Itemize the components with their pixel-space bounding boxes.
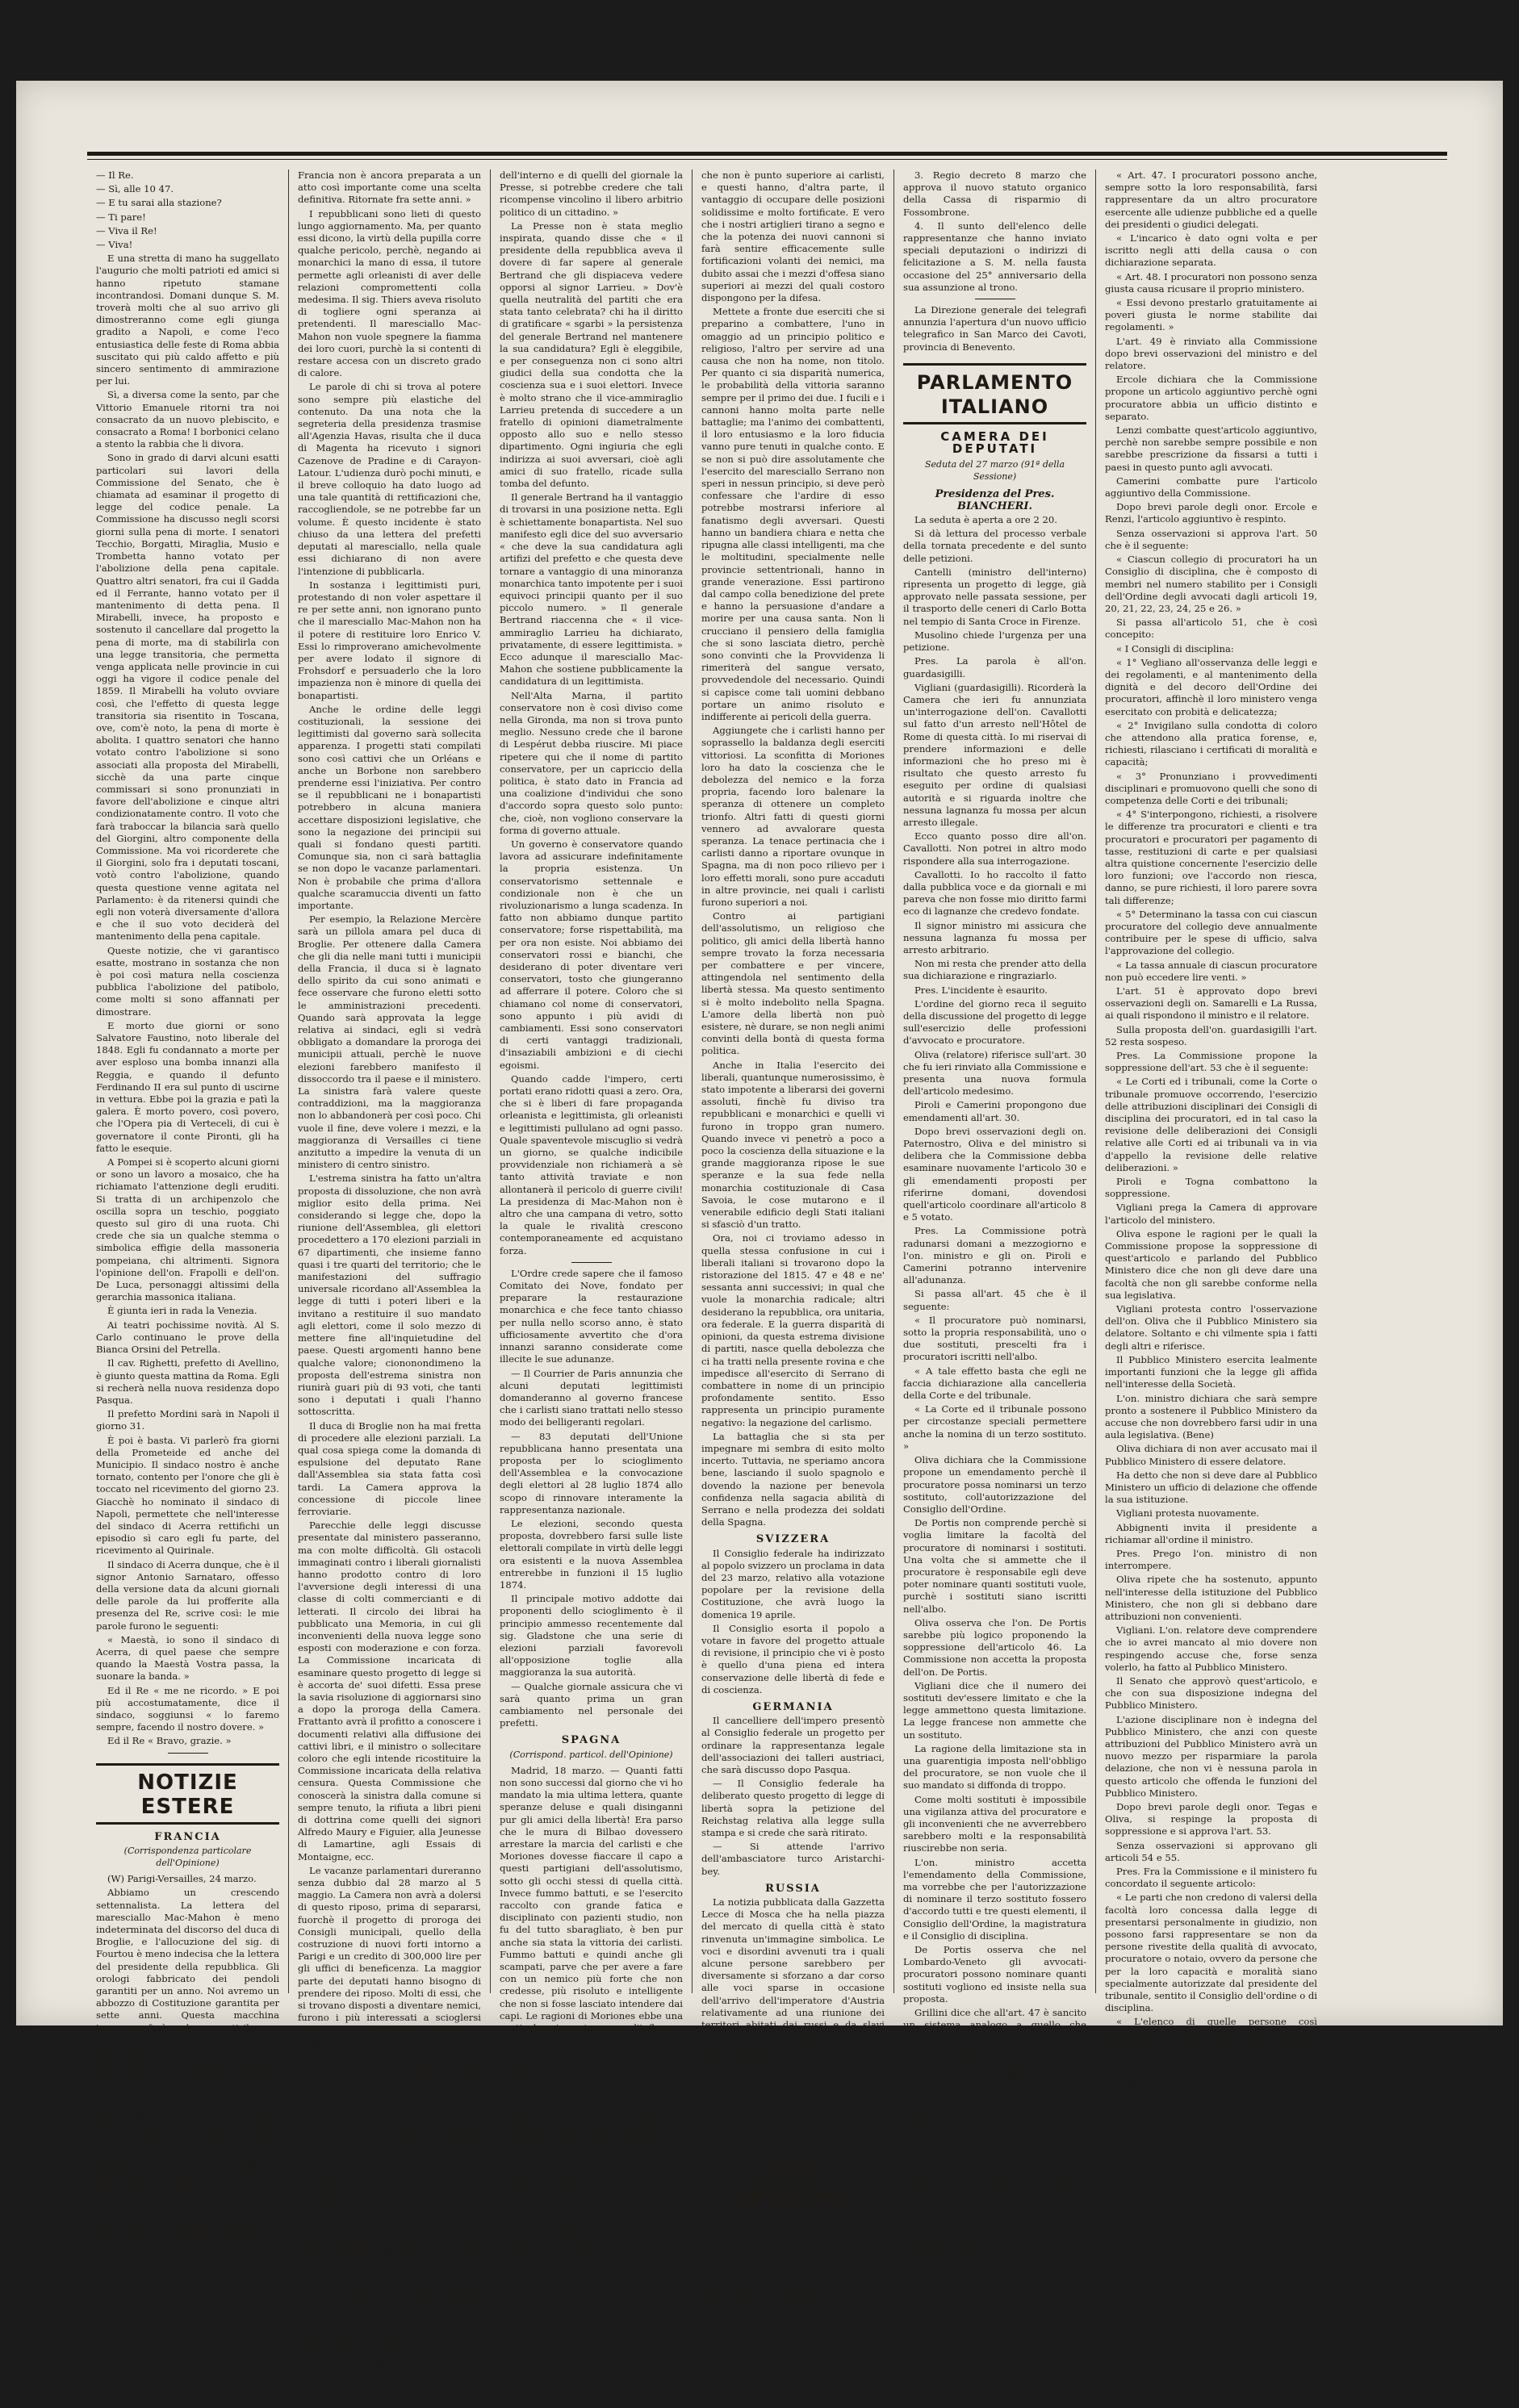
article-paragraph: In quell'articolo è sancito che i procuratori possono anche, sotto la loro responsabilità, fare rappresentare da un altro procuratore esercente alle udienze pubbliche e a quelle dei presidenti o giudici delegati. — [903, 2045, 1086, 2130]
subsection-heading: GERMANIA — [752, 1700, 834, 1713]
article-paragraph: Pres. La parola è all'on. guardasigilli. — [903, 655, 1086, 679]
article-paragraph: Contro ai partigiani dell'assolutismo, un religioso che politico, gli amici della libertà hanno sempre trovato la forza necessaria per combattere e per vincere, attingendola nel sentimento della libertà stessa. Ma questo sentimento si è molto indebolito nella Spagna. L'amore della libertà non può esistere, nè durare, se non negli animi convinti della bontà di questa forma politica. — [701, 910, 885, 1057]
article-paragraph: Cantelli (ministro dell'interno) ripresenta un progetto di legge, già approvato nelle passata sessione, per il trasporto delle ceneri di Carlo Botta nel tempio di Santa Croce in Firenze. — [903, 566, 1086, 627]
article-paragraph: È giunta ieri in rada la Venezia. — [107, 1305, 257, 1317]
article-paragraph: Pres. L'incidente è esaurito. — [914, 984, 1048, 996]
article-paragraph: Senza osservazioni si approvano gli articoli 54 e 55. — [1105, 1839, 1317, 1863]
article-paragraph: De Portis non comprende perchè si voglia limitare la facoltà del procuratore di nominarsi i sostituti. Una volta che si ammette che il procuratore è responsabile egli deve poter nominare quanti sostituti vuole, purchè i sostituti siano iscritti nell'albo. — [903, 1517, 1086, 1615]
article-paragraph: E arrivata qui una squadra composta di cinque navi corazzate inglesi. — [701, 2101, 885, 2137]
article-paragraph: « L'elenco di quelle persone così autorizzate è affisso nella sala d'ingresso del tribunale e nella sala d'attesa ai giudici della pretura. — [1105, 2016, 1317, 2065]
section-header-box — [701, 2153, 885, 2214]
dateline-paragraph: Madrid, 18 marzo. — Quanti fatti non sono successi dal giorno che vi ho mandato la mia ultima lettera, quante speranze deluse e quali disinganni pur gli amici della libertà! Era parso che le mura di Bilbao dovessero arrestare la marcia del carlisti e che Moriones dovesse fiaccare il capo a questi partigiani dell'assolutismo, sotto gli occhi stessi di quella città. Invece fummo battuti, e se l'esercito raccolto con grande fatica e disciplinato con pazienti studio, non fu del tutto sbaragliato, è ben pur anche sia stata la vittoria dei carlisti. Fummo battuti e quindi anche gli scampati, parve che per avere a fare con un nemico più forte che non credesse, più risoluto e intelligente che non si fosse lasciato intendere dai capi. Le ragioni di Moriones ebbe una particolare importanza per l'influenza che ha dovuto avere sopra le altre truppe, che perdettero sul morale dei soldati. — [500, 1764, 683, 2071]
article-paragraph: — Il Courrier de Paris annunzia che alcuni deputati legittimisti domanderanno al governo francese che i carlisti siano trattati nello stesso modo dei belligeranti regolari. — [500, 1367, 683, 1428]
article-paragraph: De Portis non insiste nel suo emendamento. — [903, 2133, 1086, 2157]
article-paragraph: Ecco quanto posso dire all'on. Cavallotti. Non potrei in altro modo rispondere alla sua interrogazione. — [903, 830, 1086, 867]
article-paragraph: Piroli e Togna combattono la soppressione. — [1105, 1176, 1317, 1200]
article-paragraph: — Si attende l'arrivo dell'ambasciatore turco Aristarchi-bey. — [701, 1841, 885, 1877]
article-paragraph: Ora, noi ci troviamo adesso in quella stessa confusione in cui i liberali italiani si trovarono dopo la ristorazione del 1815. 47 e 48 e ne' sessanta anni successivi; in qual che vuole la monarchia radicale; altri desiderano la repubblica, ora unitaria, ora federale. E la guerra disparità di opinioni, da questa estrema divisione di partiti, nasce quella debolezza che ci ha tratti nella presente rovina e che impedisce all'esercito di Serrano di combattere in nome di un principio profondamente sentito. Esso rappresenta un principio puramente negativo: la negazione del carlismo. — [701, 1232, 885, 1428]
article-paragraph: Ed il Re « Bravo, grazie. » — [107, 1735, 232, 1747]
article-paragraph: La Presse non è stata meglio inspirata, quando disse che « il presidente della repubblica aveva il dovere di far sapere al generale Bertrand che gli dispiaceva vedere opporsi al signor Larrieu. » Dov'è quella neutralità del partiti che era stata tanto celebrata? chi ha il diritto di gratificare « sgarbi » la persistenza del generale Bertrand nel mantenere la sua candidatura? Egli è eleggibile, e per conseguenza non ci sono altri giudici della sua condotta che la coscienza sua e i suoi elettori. Invece è molto strano che il vice-ammiraglio Larrieu pretenda di succedere a un fratello di opinioni diametralmente opposto allo suo e nello stesso dipartimento. Ogni ingiuria che egli indirizza ai suoi avversari, cioè agli amici di suo fratello, ricade sulla tomba del defunto. — [500, 219, 683, 490]
article-paragraph: Oliva osserva che l'on. De Portis sarebbe più logico proponendo la soppressione dell'articolo 46. La Commissione non accetta la proposta dell'on. De Portis. — [903, 1616, 1086, 1678]
article-paragraph: Pres. La Commissione potrà radunarsi domani a mezzogiorno e l'on. ministro e gli on. Piroli e Camerini potranno intervenire all'adunanza. — [903, 1225, 1086, 1286]
article-paragraph: Vigliani protesta nuovamente. — [1116, 1507, 1260, 1520]
article-paragraph: « 4° S'interpongono, richiesti, a risolvere le differenze tra procuratori e clienti e tra procuratori e procuratori per pagamento di tasse, restituzioni di carte e per qualsiasi altra quistione concernente l'esercizio delle loro funzioni; ove l'accordo non riesca, danno, se pure richiesti, il loro parere sovra tali differenze; — [1105, 809, 1317, 906]
subsection-heading: GRECIA — [764, 2072, 822, 2085]
article-paragraph: Nell'Alta Marna, il partito conservatore non è così diviso come nella Gironda, ma non si trova punto meglio. Nessuno crede che il barone di Lespérut debba riuscire. Mi piace ripetere qui che il nome di partito conservatore, per un capriccio della politica, è stato dato in Francia ad una coalizione d'individui che sono d'accordo sopra questo solo punto: che, cioè, non vogliono conservare la forma di governo attuale. — [500, 689, 683, 836]
article-paragraph: « 1° Vegliano all'osservanza delle leggi e dei regolamenti, e al mantenimento della dignità e del decoro dell'Ordine dei procuratori, affinchè il loro ministero venga esercitato con probità e delicatezza; — [1105, 656, 1317, 717]
article-paragraph: 3. Regio decreto 8 marzo che approva il nuovo statuto organico della Cassa di risparmio di Fossombrone. — [903, 169, 1086, 218]
article-paragraph: Si passa all'articolo 51, che è così concepito: — [1105, 617, 1317, 641]
article-paragraph: — Viva il Re! — [96, 224, 157, 236]
article-paragraph: L'on. ministro dichiara che sarà sempre pronto a sostenere il Pubblico Ministero da accuse che non dovrebbero farsi udir in una aula legislativa. (Bene) — [1105, 1392, 1317, 1441]
article-paragraph: « La Corte ed il tribunale possono per circostanze speciali permettere anche la nomina di un terzo sostituto. » — [903, 1403, 1086, 1452]
subsection-heading: FRANCIA — [154, 1830, 221, 1843]
article-paragraph: La notizia pubblicata dalla Gazzetta Lecce di Mosca che ha nella piazza del mercato di quella città è stato rinvenuta un'immagine simbolica. Le voci e disordini avvenuti tra i quali alcune persone sarebbero per diversamente si sforzano a dar corso alle voci sparse in occasione dell'arrivo dell'imperatore d'Austria relativamente ad una riunione dei territori abitati dai russi e da slavi sotto uno stesso dominio, secondo comunicazioni degne di fede, è affatto privo di fondamento. — [701, 1896, 885, 2067]
article-paragraph: « Resta sempre libera la parte di scegliere — [1105, 2067, 1317, 2091]
article-paragraph: « Le Corti ed i tribunali, come la Corte o tribunale promuove occorrendo, l'esercizio delle attribuzioni disciplinari dei Consigli di disciplina dei procuratori, ed in tal caso la revisione delle deliberazioni dei Consigli relative alle Corti ed ai tribunali va in via d'appello la revisione delle relative deliberazioni. » — [1105, 1076, 1317, 1173]
article-paragraph: Il signor ministro mi assicura che nessuna lagnanza fu mossa per arresto arbitrario. — [903, 919, 1086, 955]
article-paragraph: Sono in grado di darvi alcuni esatti particolari sui lavori della Commissione del Senato, che è chiamata ad esaminar il progetto di legge del codice penale. La Commissione ha discusso negli scorsi giorni sulla pena di morte. I senatori Tecchio, Borgatti, Miraglia, Musio e Trombetta hanno votato per l'abolizione della pena capitale. Quattro altri senatori, fra cui il Gadda ed il Ferrante, hanno votato per il mantenimento di detta pena. Il Mirabelli, invece, ha proposto e sostenuto il cancellare dal progetto la pena di morte, ma di stabilirla con una legge transitoria, che permetta venga applicata nelle provincie in cui oggi ha vigore il codice penale del 1859. Il Mirabelli ha voluto ovviare così, che l'effetto di questa legge transitoria sia risentito in Toscana, ove, com'è noto, la pena di morte è abolita. I quattro senatori che hanno votato contro l'abolizione si sono associati alla proposta del Mirabelli, sicchè da una parte cinque commissari si sono pronunziati in favore dell'abolizione e cinque altri condizionatamente contro. Il voto che farà traboccar la bilancia sarà quello del Giorgini, altro componente della Commissione. Ma voi ricorderete che il Giorgini, solo fra i deputati toscani, votò contro l'abolizione, quando questa questione venne agitata nel Parlamento: è da ritenersi quindi che egli non voterà diversamente d'allora e che il suo voto deciderà del mantenimento della pena capitale. — [96, 452, 279, 943]
article-paragraph: L'estrema sinistra ha fatto un'altra proposta di dissoluzione, che non avrà miglior esito della prima. Nei considerando si legge che, dopo la riunione dell'Assemblea, gli elettori procedettero a 170 elezioni parziali in 67 dipartimenti, che insieme fanno quasi i tre quarti del territorio; che le manifestazioni del suffragio universale ricordano all'Assemblea la legge di tutti i poteri liberi e la invitano a restituire il suo mandato agli elettori, come il solo mezzo di mettere fine all'inquietudine del paese. Questi argomenti hanno bene qualche valore; ciononondimeno la proposta dell'estrema sinistra non riunirà guari più di 93 voti, che tanti sono i deputati i quali l'hanno sottoscritta. — [298, 1173, 481, 1418]
article-paragraph: Abbiamo un crescendo settennalista. La lettera del maresciallo Mac-Mahon è meno indeterminata del discorso del duca di Broglie, e l'allocuzione del sig. di Fourtou è meno indecisa che la lettera del presidente della repubblica. Gli orologi fabbricato dei pendoli garantiti per un anno. Noi avremo un abbozzo di Costituzione garantita per sette anni. Questa macchina inseguosa farà andare avanti il carro della repubblica con ruote legittimiste, orleaniste e clericali. Per sette anni ciascun partito avrà la convinzione che il domani appartiene a lui ed ai suoi. — [96, 1887, 279, 2095]
article-paragraph: Piroli e Camerini propongono due emendamenti all'art. 30. — [903, 1099, 1086, 1123]
article-paragraph: 2. Regio decreto 8 marzo che modifica il paragrafo 2° dell'art. 11 del regolamento generale universitario. — [701, 2310, 885, 2358]
article-paragraph: Vigliani protesta contro l'osservazione dell'on. Oliva che il Pubblico Ministero sia delatore. Soltanto e chi vilmente spia i fatti degli altri e riferisce. — [1105, 1303, 1317, 1352]
article-paragraph: I repubblicani sono lieti di questo lungo aggiornamento. Ma, per quanto essi dicono, la virtù della pupilla corre qualche pericolo, perchè, negando ai monarchici la mano di essa, il tutore permette agli orleanisti di aver delle relazioni compromettenti colla medesima. Il sig. Thiers aveva risoluto di togliere ogni speranza ai pretendenti. Il maresciallo Mac-Mahon non vuole spegnere la fiamma dei loro cuori, purchè la si contenti di restare accesa con un discreto grado di calore. — [298, 207, 481, 379]
article-paragraph: Il signor di Fourtou è persuaso che dopo questo lasso di tempo la Francia sarà in grado di vedere chiaramente ne' suoi affari. Ogni partito, convinto che al fine il tutore consegnerà a lui la pupilla, sollecita il maresciallo ad abbreviare la dilazione, e nelle sue sollecitazioni adopera quello stesso ardore che il fidanzato impaziente suole usare nello svolgere le ultime pagine del suo romanzo. Le madri che non ardono del desiderio di avere un genero, adoperano la formula: « Mia figlia è troppo giovane; tornate più tardi. » — [96, 2097, 279, 2280]
article-paragraph: Queste notizie, che vi garantisco esatte, mostrano in sostanza che non è poi così matura nella coscienza pubblica l'abolizione del patibolo, come molti si sono affannati per dimostrare. — [96, 944, 279, 1018]
article-paragraph: Vigliani (guardasigilli). Ricorderà la Camera che ieri fu annunziata un'interrogazione dell'on. Cavallotti sul fatto d'un arresto nell'Hôtel de Rome di questa città. Io mi riservai di prendere informazioni e delle informazioni che ho preso mi è risultato che questo arresto fu eseguito per ordine di qualsiasi autorità e si riguarda inoltre che nessuna lagnanza fu mossa per alcun arresto illegale. — [903, 681, 1086, 828]
article-paragraph: L'ordine del giorno reca il seguito della discussione del progetto di legge sull'esercizio delle professioni d'avvocato e procuratore. — [903, 997, 1086, 1047]
article-paragraph: « Maestà, io sono il sindaco di Acerra, di quel paese che sempre quando la Maestà Vostra passa, la suonare la banda. » — [96, 1633, 279, 1683]
article-paragraph: Quando cadde l'impero, certi portati erano ridotti quasi a zero. Ora, che si è liberi di fare propaganda orleanista e legittimista, gli orleanisti e legittimisti pullulano ad ogni passo. Quale spaventevole miscuglio si vedrà un giorno, se qualche indicibile provvidenziale non richiamerà a sè tanto attività traviate e non allontanerà il pericolo di guerre civili! La presidenza di Mac-Mahon non è altro che una campana di vetro, sotto la quale le rivalità crescono contemporaneamente ed acquistano forza. — [500, 1072, 683, 1256]
column-5 — [894, 169, 1096, 2309]
article-paragraph: Ora quell' esercito medesimo è stato accresciuto di rinforzi numerosi, e si trova in ben altre e più poderosa artiglieria. Un nuovo comandante gli fu messo a capo e il fior dell'esercito spagnuolo, i più insigni generali e coi più speriamo precedono mi guerra che abbia la Spagna il Serrano, Topete, Loma, Primo de Rivera, Lopez-Dominguez e quant'altri mai abbiamo valenti capitani, si trovano di fronte agli oppositori e non aspettano che un'opportuna occasione per dare finalmente la battaglia. — [500, 2072, 683, 2244]
article-paragraph: « Il procuratore può nominarsi, sotto la propria responsabilità, uno o due sostituti, prescelti fra i procuratori iscritti nell'albo. — [903, 1314, 1086, 1363]
article-paragraph: Musolino chiede l'urgenza per una petizione. — [903, 629, 1086, 654]
article-paragraph: Pres. La Commissione propone la soppressione dell'art. 53 che è il seguente: — [1105, 1050, 1317, 1074]
article-paragraph: Il cancelliere dell'impero presentò al Consiglio federale un progetto per ordinare la rappresentanza legale dell'associazioni dei talleri austriaci, che sarà discusso dopo Pasqua. — [701, 1715, 885, 1775]
article-paragraph: — 83 deputati dell'Unione repubblicana hanno presentata una proposta per lo scioglimento dell'Assemblea e la convocazione degli elettori al 28 luglio 1874 allo scopo di rinnovare interamente la rappresentanza nazionale. — [500, 1430, 683, 1515]
article-paragraph: « A tale effetto basta che egli ne faccia dichiarazione alla cancelleria della Corte e del tribunale. — [903, 1365, 1086, 1402]
article-paragraph: In sostanza i legittimisti puri, protestando di non voler aspettare il re per sette anni, non ignorano punto che il maresciallo Mac-Mahon non ha il potere di restituire loro Enrico V. Essi lo rimproverano amichevolmente per avere lodato il signore di Frohsdorf e persuaderlo che la loro impazienza non è minore di quella dei bonapartisti. — [298, 579, 481, 701]
article-paragraph: « Essi devono prestarlo gratuitamente ai poveri giusta le norme stabilite dai regolamenti. » — [1105, 297, 1317, 333]
columns — [87, 169, 1447, 2407]
article-paragraph: Si passa all'art. 45 che è il seguente: — [903, 1288, 1086, 1312]
article-paragraph: Oliva dichiara che la Commissione propone un emendamento perchè il procuratore possa nominarsi un terzo sostituto, coll'autorizzazione del Consiglio dell'Ordine. — [903, 1454, 1086, 1515]
section-heading: PARLAMENTO ITALIANO — [916, 370, 1073, 418]
article-paragraph: Si dà lettura del processo verbale della tornata precedente e del sunto delle petizioni. — [903, 528, 1086, 564]
article-paragraph: Vigliani prega la Camera di approvare l'articolo del ministero. — [1105, 1202, 1317, 1226]
article-paragraph: — Il Re. — [96, 169, 134, 181]
article-paragraph: Il Senato che approvò quest'articolo, e che con sua disposizione indegna del Pubblico Ministero. — [1105, 1674, 1317, 1712]
article-paragraph: Senza osservazione si approvano i seguenti articoli: — [903, 2234, 1086, 2258]
article-paragraph: 4. Il sunto dell'elenco delle rappresentanze che hanno inviato speciali deputazioni o indirizzi di felicitazione a S. M. nella fausta occasione del 25° anniversario della sua assunzione al trono. — [903, 219, 1086, 293]
article-paragraph: Dopo brevi parole degli onor. Tegas e Oliva, si respinge la proposta di soppressione e si approva l'art. 53. — [1105, 1801, 1317, 1837]
section-header-box — [903, 363, 1086, 424]
article-paragraph: « L'incarico è dato ogni volta e per iscritto negli atti della causa o con dichiarazione separata. — [1105, 232, 1317, 269]
article-paragraph: Il sindaco di Acerra dunque, che è il signor Antonio Sarnataro, offesso della versione data da alcuni giornali delle parole da lui profferite alla presenza del Re, scrive così: le mie parole furono le seguenti: — [96, 1558, 279, 1632]
article-paragraph: Il Consiglio esorta il popolo a votare in favore del progetto attuale di revisione, il principio che vi è posto è quello d'una piena ed intera conservazione delle libertà di fede e di coscienza. — [701, 1622, 885, 1695]
article-paragraph: De Portis osserva che nel Lombardo-Veneto gli avvocati-procuratori possono nominare quanti sostituti vogliono ed insiste nella sua proposta. — [903, 1944, 1086, 2005]
article-paragraph: Oliva ripete che ha sostenuto, appunto nell'interesse della istituzione del Pubblico Ministero, che non gli si debbano dare attribuzioni non convenienti. — [1105, 1574, 1317, 1622]
article-paragraph: — E tu sarai alla stazione? — [96, 197, 222, 209]
article-paragraph: La Direzione generale dei telegrafi annunzia l'apertura d'un nuovo ufficio telegrafico in San Marco dei Cavoti, provincia di Benevento. — [903, 304, 1086, 353]
article-paragraph: La ragione della limitazione sta in una guarentigia imposta nell'obbligo del procuratore, se non vuole che il suo mandato si diffonda di troppo. — [903, 1742, 1086, 1791]
presidency-line: Presidenza del Pres. BIANCHERI. — [935, 487, 1055, 512]
article-paragraph: Cavallotti. Io ho raccolto il fatto dalla pubblica voce e da giornali e mi parevа che non fosse mio diritto farmi eco di lagnanze che credevo fondate. — [903, 868, 1086, 918]
article-paragraph: Ha detto che non si deve dare al Pubblico Ministero un ufficio di delazione che offende la sua istituzione. — [1105, 1469, 1317, 1506]
subsection-heading: SVIZZERA — [755, 1533, 831, 1546]
column-2 — [289, 169, 491, 2407]
article-paragraph: Sventuratamente l'esercito calcola anche adesso sopra il concorso delle popolazioni dopo dalle disposizioni del mare. Gli rotto a ciò, noi abbiamo un numero d'uomini — [500, 2246, 683, 2307]
article-paragraph: Oliva (relatore) riferisce sull'art. 30 che fu ieri rinviato alla Commissione e presenta una nuova formula dell'articolo medesimo. — [903, 1048, 1086, 1097]
article-paragraph: Vigliani. L'on. relatore deve comprendere che io avrei mancato al mio dovere non respingendo accuse che, forse senza volerlo, ha fatto al Pubblico Ministero. — [1105, 1624, 1317, 1673]
article-paragraph: Il maresciallo Mac-Mahon risponde: « La — [96, 2282, 279, 2307]
article-paragraph: E una stretta di mano ha suggellato l'augurio che molti patrioti ed amici si hanno ripetuto stamane incontrandosi. Domani dunque S. M. troverà molti che al suo arrivo gli dimostreranno come egli giunga gradito a Napoli, e come l'eco entusiastica delle feste di Roma abbia suscitato qui più caldo affetto e più sincero sentimento di ammirazione per lui. — [96, 253, 279, 387]
article-paragraph: Oliva dichiara di non aver accusato mai il Pubblico Ministero di essere delatore. — [1105, 1443, 1317, 1467]
article-paragraph: — Il Consiglio federale ha deliberato questo progetto di legge di libertà sopra la petizione del Reichstag relativa alla legge sulla stampa e si crede che sarà ritirato. — [701, 1778, 885, 1839]
article-paragraph: E morto due giorni or sono Salvatore Faustino, noto liberale del 1848. Egli fu condannato a morte per aver esploso una bomba innanzi alla Reggia, e quando il defunto Ferdinando II era sul punto di uscirne in vettura. Ebbe poi la grazia e patì la galera. È morto povero, così povero, che l'Opera pia di Verteceli, di cui è governatore il conte Pironti, gli ha fatto le esequie. — [96, 1019, 279, 1154]
article-paragraph: « 5° Determinano la tassa con cui ciascun procuratore del collegio deve annualmente contribuire per le spese di ufficio, salva l'approvazione del collegio. — [1105, 908, 1317, 957]
article-paragraph: Vigliani dice che il numero dei sostituti dev'essere limitato e che la legge ammettono questa limitazione. La legge francese non ammette che un sostituto. — [903, 1679, 1086, 1741]
article-paragraph: Il movimento elettorale nell'Alta Marna e nella Gironda non appare favorevole al governo. La Presse, organo ufficioso del duca di Broglie, ha pubblicato una nota espressa in termini così malaccorti, che i giornali dell'opposizione ci hanno trovata molta materia di scherni. La Presse, « persistendo il generale Bertrand nel voler dividere il partito conservatore, » crede di « dover ricordare ch'egli è stato nominato, or sono tre mesi appena, grande ufficiale della Legion d'onore. Quando, in Novembre scorso, il maresciallo Mac-Mahon parlò contro la legge di sicurezza generale, gli organi del governo non poterono parlare più con più più franchezza e decisione, a tutela di leggi (intendimento) a questa, uccisa dalla benevolenza di Napoleone III. — [298, 2099, 481, 2356]
article-paragraph: La battaglia che si sta per impegnare mi sembra di esito molto incerto. Tuttavia, ne speriamo ancora bene, lasciando il suolo spagnolo e dovendo la nazione per benevola confidenza nella sagacia abilità di Serrano e nella prodezza dei soldati della Spagna. — [701, 1430, 885, 1528]
subsection-heading: RUSSIA — [765, 1882, 821, 1895]
article-paragraph: Sì, a diversa come la sento, par che Vittorio Emanuele ritorni tra noi consacrato da un nuovo plebiscito, e consacrato a Roma! I borbonici celano a stento la rabbia che li divora. — [96, 389, 279, 450]
article-paragraph: A Pompei si è scoperto alcuni giorni or sono un lavoro a mosaico, che ha richiamato l'attenzione degli eruditi. Si tratta di un archipenzolo che oscilla sopra un teschio, poggiato questo sul giro di una ruota. Chi crede che sia un qualche stemma o simbolica effigie della massoneria pompeiana, chi altrimenti. Signora l'opinione dell'on. Frapolli e dell'on. De Luca, personaggi altissimi della gerarchia massonica italiana. — [96, 1156, 279, 1303]
article-paragraph: Francia non è ancora preparata a un atto così importante come una scelta definitiva. Ritornate fra sette anni. » — [298, 169, 481, 206]
article-paragraph: Anche le ordine delle leggi costituzionali, la sessione dei legittimisti dal governo sarà sollecita apparenza. I progetti stati compilati sono così cattivi che un Orléans e anche un Borbone non sarebbero prenderne essi l'iniziativa. Per contro se il repubblicani ne i bonapartisti potrebbero in alcuna maniera accettare disposizioni legislative, che sono la negazione dei principii sui quali si fondano questi partiti. Comunque sia, non ci sarà battaglia se non dopo le vacanze parlamentari. Non è probabile che prima d'allora qualche scaramuccia diventi un fatto importante. — [298, 703, 481, 911]
column-1 — [87, 169, 289, 2307]
article-paragraph: È poi è basta. Vi parlerò fra giorni della Prometeide ed anche del Municipio. Il sindaco nostro è anche tornato, contento per l'onore che gli è toccato nel ricevimento del giorno 23. Giacchè ho nominato il sindaco di Napoli, permettete che nell'interesse del sindaco di Acerra rettifichi un episodio sì caro egli fu parte, del ricevimento al Quirinale. — [96, 1434, 279, 1557]
divider — [571, 1262, 612, 1263]
article-paragraph: Mettete a fronte due eserciti che si preparino a combattere, l'uno in omaggio ad un principio politico e religioso, l'altro per servire ad una causa che non ha nome, non titolo. Per quanto ci sia disparità numerica, le probabilità della vittoria saranno sempre per il primo dei due. I fucili e i cannoni hanno molta parte nelle battaglie; ma l'animo dei combattenti, il loro entusiasmo e la loro fiducia vanno pure tenuti in qualche conto. E se non si può dire assolutamente che l'esercito del maresciallo Serrano non speri in nessun principio, si deve però confessare che l'ardire di esso potrebbe mostrarsi inferiore al fanatismo degli avversari. Questi hanno un bandiera chiara e netta che ripugna alle classi intelligenti, ma che le moltitudini, specialmente nelle provincie settentrionali, hanno in grande venerazione. Essi partirono dal campo colla benedizione del prete e hanno la persuasione d'andare a morire per una causa santa. Non li crucciano il pensiero della famiglia che si sono lasciata dietro, perchè sono convinti che la Provvidenza li rimeriterà del sangue versato, provvedendole del necessario. Quindi si capisce come tali uomini debbano portare un animo risoluto e indifferente ai pericoli della guerra. — [701, 306, 885, 722]
subsection-heading: CAMERA DEI DEPUTATI — [940, 429, 1049, 457]
article-paragraph: Oliva espone le ragioni per le quali la Commissione propose la soppressione di quest'articolo e parlando del Pubblico Ministero dice che non gli deve dare una facoltà che non gli sarebbe conforme nella sua legislativa. — [1105, 1227, 1317, 1301]
article-paragraph: Anche in Italia l'esercito dei liberali, quantunque numerosissimo, è stato impotente a liberarsi dei governi assoluti, finchè fu diviso tra repubblicani e monarchici e quelli vi furono in troppo gran numero. Quando invece vi penetrò a poco a poco la coscienza della situazione e la grande maggioranza ripose le sue speranze e la sua fede nella monarchia costituzionale di Casa Savoia, le cose mutarono e il venerabile edificio degli Stati italiani si sfasciò d'un tratto. — [701, 1059, 885, 1231]
article-paragraph: Ed il Re « me ne ricordo. » E poi più accostumatamente, dice il sindaco, soggiunsi « lo faremo sempre, facendo il nostro dovere. » — [96, 1684, 279, 1733]
article-paragraph: Il Pubblico Ministero esercita lealmente importanti funzioni che la legge gli affida nell'interesse della Società. — [1105, 1353, 1317, 1390]
section-header-box — [96, 1763, 279, 1825]
column-3 — [491, 169, 693, 2307]
article-paragraph: Il prefetto Mordini sarà in Napoli il giorno 31. — [96, 1408, 279, 1432]
page-content — [87, 145, 1447, 2407]
correspondence-note: (Corrispond. particol. dell'Opinione) — [509, 1749, 673, 1760]
article-paragraph: Sulla proposta dell'on. guardasigilli l'art. 52 resta sospeso. — [1105, 1023, 1317, 1047]
section-heading: NOTIZIE ESTERE — [137, 1770, 238, 1819]
article-paragraph: « Art. 46. Il procuratore sostituto rappresenta per tutte le conseguenze di diritto il procuratore che lo ha nominato. — [903, 2260, 1086, 2309]
article-paragraph: Pres. Fra la Commissione e il ministero fu concordato il seguente articolo: — [1105, 1866, 1317, 1890]
correspondence-note: Seduta del 27 marzo (91ª della Sessione) — [924, 459, 1065, 483]
article-paragraph: L'art. 45 è approvato coll'aggiunta dopo le parole la Corte e il tribunale possono delle parole: sentito il Consiglio dell'Ordine, proposte dal ministro d'accordo colla Commissione. — [903, 2159, 1086, 2232]
article-paragraph: Il duca di Broglie non ha mai fretta di procedere alle elezioni parziali. La qual cosa spiega come la domanda di espulsione del deputato Rane dall'Assemblea sia stata fatta così tardi. La Camera approva la concessione di piccole linee ferroviarie. — [298, 1419, 481, 1517]
article-paragraph: Non mi resta che prender atto della sua dichiarazione e ringraziarlo. — [903, 958, 1086, 982]
article-paragraph: — Ti pare! — [96, 211, 146, 223]
article-paragraph: Aggiungete che i carlisti hanno per soprassello la baldanza degli eserciti vittoriosi. La sconfitta di Moriones loro ha dato la coscienza che le debolezza del nemico e la forza propria, facendo loro balenare la speranza di ottenere un completo trionfo. Altri fatti di questi giorni vennero ad avvalorare questa speranza. La tenace pertinacia che i carlisti danno a riportare ovunque in Spagna, ma di non poco rilievo per i loro effetti morali, sono pure accaduti in altre provincie, nei quali i carlisti furono superiori a noi. — [701, 725, 885, 908]
article-paragraph: Pres. Prego l'on. ministro di non interrompere. — [1105, 1547, 1317, 1572]
subsection-heading: SPAGNA — [561, 1734, 621, 1747]
article-paragraph: Dopo brevi osservazioni degli on. Paternostro, Oliva e del ministro si delibera che la Commissione debba esaminare nuovamente l'articolo 30 e gli emendamenti proposti per riferirne domani, dovendosi quell'articolo coordinare all'articolo 8 e 5 votato. — [903, 1125, 1086, 1223]
column-4 — [693, 169, 894, 2358]
article-paragraph: che non è punto superiore ai carlisti, e questi hanno, d'altra parte, il vantaggio di occupare delle posizioni solidissime e molto fortificate. E vero che i nostri artiglieri tirano a segno e che la potenza dei nuovi cannoni si farà sentire efficacemente sulle fortificazioni volanti dei nemici, ma dubito assai che i mezzi d'offesa siano superiori ai mezzi del quali costoro dispongono per la difesa. — [701, 169, 885, 304]
article-paragraph: Abbignenti invita il presidente a richiamar all'ordine il ministro. — [1105, 1521, 1317, 1545]
article-paragraph: Le vacanze parlamentari dureranno senza dubbio dal 28 marzo al 5 maggio. La Camera non avrà a dolersi di questo riposo, prima di separarsi, fuorchè il progetto di proroga dei Consigli municipali, quello della costruzione di nuovi forti intorno a Parigi e un credito di 300,000 lire per gli uffici di beneficenza. La maggior parte dei deputati hanno bisogno di prendere dei riposo. Molti di essi, che si trovano disposti a diventare nemici, furono i più interessati a scioglersi non fosse per durante l'assedio. Le feste ufficiali, le quali si sperava che dessero un nuovo impulso agli affari, non hanno potuto dissipare la nube che aveva e ha delle ragioni molto profonde. — [298, 1864, 481, 2097]
article-paragraph: — Qualche giornale assicura che vi sarà quanto prima un gran cambiamento nel personale dei prefetti. — [500, 1680, 683, 1729]
section-heading: ATTI UFFICIALI — [732, 2159, 854, 2209]
article-paragraph: La seduta è aperta a ore 2 20. — [914, 514, 1057, 526]
article-paragraph: Camerini combatte pure l'articolo aggiuntivo della Commissione. — [1105, 474, 1317, 500]
article-paragraph: Un governo è conservatore quando lavora ad assicurare indefinitamente la propria esistenza. Un conservatorismo settennale e condizionale non è che un rivoluzionarismo a lunga scadenza. In fatto non abbiamo dunque partito conservatore; forse rispettabilità, ma per ora non esiste. Noi abbiamo dei conservatori rossi e bianchi, che desiderano di poter diventare veri conservatori, tosto che giungeranno ad afferrare il potere. Coloro che si chiamano col nome di conservatori, sono appunto i più avidi di cambiamenti. Essi sono conservatori di certi vantaggi tradizionali, d'insaziabili ambizioni e di ciechi egoismi. — [500, 838, 683, 1071]
article-paragraph: L'art. 49 è rinviato alla Commissione dopo brevi osservazioni del ministro e del relatore. — [1105, 335, 1317, 372]
article-paragraph: « I Consigli di disciplina: — [1116, 642, 1234, 654]
article-paragraph: L'on. ministro accetta l'emendamento della Commissione, ma vorrebbe che per l'autorizzazione di nominare il terzo sostituto fossero d'accordo tutti e tre questi elementi, il Consiglio dell'Ordine, la magistratura e il Consiglio di disciplina. — [903, 1856, 1086, 1942]
article-paragraph: « Art. 48. I procuratori non possono senza giusta causa ricusare il proprio ministero. — [1105, 270, 1317, 295]
article-paragraph: « Art. 47. I procuratori possono anche, sempre sotto la loro responsabilità, farsi rappresentare da un altro procuratore esercente alle udienze pubbliche ed a quelle dei presidenti o giudici delegati. — [1105, 169, 1317, 230]
article-paragraph: Il cav. Righetti, prefetto di Avellino, è giunto questa mattina da Roma. Egli si recherà nella nuova residenza dopo Pasqua. — [96, 1357, 279, 1406]
article-paragraph: Parecchie delle leggi discusse presentate dal ministero passeranno, ma con molte difficoltà. Gli ostacoli immaginati contro i liberali giornalisti hanno prodotto contro di loro l'avversione degli interessi di una classe di colti commercianti e di letterati. Il circolo dei librai ha pubblicato una Memoria, in cui gli inconvenienti della nuova legge sono esposti con moderazione e con forza. La Commissione incaricata di esaminare questo progetto di legge si è accorta de' suoi difetti. Essa prese la savia risoluzione di aggiornarsi sino a dopo la proroga della Camera. Frattanto avrà il profitto a conoscere i documenti relativi alla diffusione dei cattivi libri, e il ministro o sollecitare coloro che egli intende ricostituire la Commissione incaricata della relativa censura. Questa Commissione che conoscerà la sinistra dalla comune si sempre tenuto, la rifiuta a libri pieni di dottrina come quelli dei signori Alfredo Maury e Figuier, alla Jeunesse di Lamartine, agli Essais di Montaigne, ecc. — [298, 1520, 481, 1862]
article-paragraph: Come molti sostituti è impossibile una vigilanza attiva del procuratore e gli inconvenienti che ne avverrebbero sarebbero molti e la responsabilità riuscirebbe non seria. — [903, 1793, 1086, 1854]
article-paragraph: « La tassa annuale di ciascun procuratore non può eccedere lire venti. » — [1105, 959, 1317, 983]
article-paragraph: Il Consiglio federale ha indirizzato al popolo svizzero un proclama in data del 23 marzo, relativo alla votazione popolare per la revisione della Costituzione, che avrà luogo la domenica 19 aprile. — [701, 1547, 885, 1620]
article-paragraph: Le parole di chi si trova al potere sono sempre più elastiche del contenuto. Da una nota che la segreteria della presidenza trasmise all'Agenzia Havas, risulta che il duca di Magenta ha ricevuto i signori Cazenove de Pradine e di Carayon-Latour. L'udienza durò pochi minuti, e il breve colloquio ha dato luogo ad una tale quantità di rettificazioni che, raccogliendole, se ne potrebbe far un volume. È questo incidente è stato chiuso da una lettera del prefetti deputati al maresciallo, nella quale essi dichiarano di non avere l'intenzione di pubblicarla. — [298, 381, 481, 577]
divider — [168, 1753, 208, 1754]
article-paragraph: L'Ordre crede sapere che il famoso Comitato dei Nove, fondato per preparare la restaurazione monarchica e che fece tanto chiasso per nulla nello scorso anno, è stato ufficiosamente avvertito che d'ora innanzi saranno considerate come illecite le sue adunanze. — [500, 1267, 683, 1365]
article-paragraph: Dopo brevi parole degli onor. Ercole e Renzi, l'articolo aggiuntivo è respinto. — [1105, 501, 1317, 525]
article-paragraph: 1. Regio decreto 8 marzo che approva una modificazione all'art. 12 del regolamento sulla istruzione degli alunni nell'Università di Firenze che porta intitolato obbligatorie. — [701, 2247, 885, 2308]
article-paragraph: « Ciascun collegio di procuratori ha un Consiglio di disciplina, che è composto di membri nel numero stabilito per i Consigli dell'Ordine degli avvocati dagli articoli 19, 20, 21, 22, 23, 24, 25 e 26. » — [1105, 554, 1317, 614]
column-6 — [1096, 169, 1326, 2091]
article-paragraph: L'azione disciplinare non è indegna del Pubblico Ministero, che anzi con queste attribuzioni del Pubblico Ministero avrà un nuovo mezzo per risparmiare la parola delazione, che non vi è nessuna parola in questo articolo che offenda le funzioni del Pubblico Ministero. — [1105, 1713, 1317, 1799]
article-paragraph: « 3° Pronunziano i provvedimenti disciplinari e promuovono quelli che sono di competenza delle Corti e dei tribunali; — [1105, 770, 1317, 806]
article-paragraph: Il generale Bertrand ha il vantaggio di trovarsi in una posizione netta. Egli è schiettamente bonapartista. Nel suo manifesto egli dice del suo avversario « che deve la sua candidatura agli artifizi del prefetto e che questa deve tornare a vantaggio di una minoranza monarchica tanto impotente per i suoi equivoci principii quanto per il suo piccolo numero. » Il generale Bertrand riaccenna che « il vice-ammiraglio Larrieu ha dichiarato, privatamente, di essere legittimista. » Ecco adunque il maresciallo Mac-Mahon che sostiene pubblicamente la candidatura di un legittimista. — [500, 491, 683, 688]
correspondence-note: (Corrispondenza particolare dell'Opinione) — [123, 1845, 252, 1868]
article-paragraph: — Sì, alle 10 47. — [96, 183, 174, 195]
article-paragraph: « In nome della nazione che un capo dello Stato riconoscano il merito; non sappiamo se altrove, fuori degli uffici del ministero — [298, 2358, 481, 2407]
article-paragraph: dell'interno e di quelli del giornale la Presse, si potrebbe credere che tali ricompense vincolino il libero arbitrio politico di un cittadino. » — [500, 169, 683, 218]
article-paragraph: La Gazzetta Ufficiale del 27 marzo contiene: — [701, 2220, 885, 2245]
article-paragraph: Lenzi combatte quest'articolo aggiuntivo, perchè non sarebbe sempre possibile e non sarebbe prescrizione da fissarsi a tutti i paesi in questo punto agli avvocati. — [1105, 424, 1317, 473]
article-paragraph: — Viva! — [96, 239, 133, 251]
article-paragraph: Il principale motivo addotte dai proponenti dello scioglimento è il principio ammesso recentemente dal sig. Gladstone che una serie di elezioni parziali favorevoli all'opposizione toglie alla maggioranza la sua autorità. — [500, 1593, 683, 1678]
article-paragraph: Le elezioni, secondo questa proposta, dovrebbero farsi sulle liste elettorali compilate in virtù delle leggi ora esistenti e la nuova Assemblea entrerebbe in funzioni il 15 luglio 1874. — [500, 1517, 683, 1591]
newspaper-page — [16, 81, 1503, 2407]
article-paragraph: Ai teatri pochissime novità. Al S. Carlo continuano le prove della Bianca Orsini del Petrella. — [96, 1319, 279, 1356]
article-paragraph: Grillini dice che all'art. 47 è sancito un sistema analogo a quello che vigeva nel Lombardo-Veneto. — [903, 2007, 1086, 2043]
article-paragraph: Per esempio, la Relazione Mercère sarà un pillola amara pel duca di Broglie. Per ottenere dalla Camera che gli dia nelle mani tutti i municipii della Francia, il duca si è lagnato dello spirito da cui sono animati e fece osservare che furono eletti sotto le amministrazioni precedenti. Quando sarà approvata la legge relativa ai sindaci, egli si vedrà obbligato a domandare la proroga dei municipii attuali, perchè le nuove elezioni farebbero manifesto il dissoccordo tra il paese e il ministero. La sinistra farà valere queste contraddizioni, ma la maggioranza non lo abbandonerà per così poco. Chi vuole il fine, deve volere i mezzi, e la maggioranza di Versailles ci tiene anzitutto a impedire la venuta di un ministero di centro sinistro. — [298, 913, 481, 1171]
article-paragraph: « 2° Invigilano sulla condotta di coloro che attendono alla pratica forense, e, richiesti, rilasciano i certificati di moralità e capacità; — [1105, 719, 1317, 768]
article-paragraph: Un dispaccio da Atene, 24, reca: — [713, 2087, 867, 2099]
dateline-paragraph: (W) Parigi-Versailles, 24 marzo. — [107, 1873, 257, 1885]
article-paragraph: Ercole dichiara che la Commissione propone un articolo aggiuntivo perchè ogni procuratore abbia un ufficio distinto e separato. — [1105, 374, 1317, 422]
article-paragraph: L'art. 51 è approvato dopo brevi osservazioni degli on. Samarelli e La Russa, ai quali rispondono il ministro e il relatore. — [1105, 985, 1317, 1022]
article-paragraph: « Le parti che non credono di valersi della facoltà loro concessa dalla legge di presentarsi personalmente in giudizio, non possono farsi rappresentare se non da persone rivestite della qualità di avvocato, procuratore o notaio, ovvero da persone che per la loro capacità e moralità siano specialmente autorizzate dal presidente del tribunale, sentito il Consiglio dell'ordine o di disciplina. — [1105, 1892, 1318, 2014]
article-paragraph: Senza osservazioni si approva l'art. 50 che è il seguente: — [1105, 527, 1317, 551]
